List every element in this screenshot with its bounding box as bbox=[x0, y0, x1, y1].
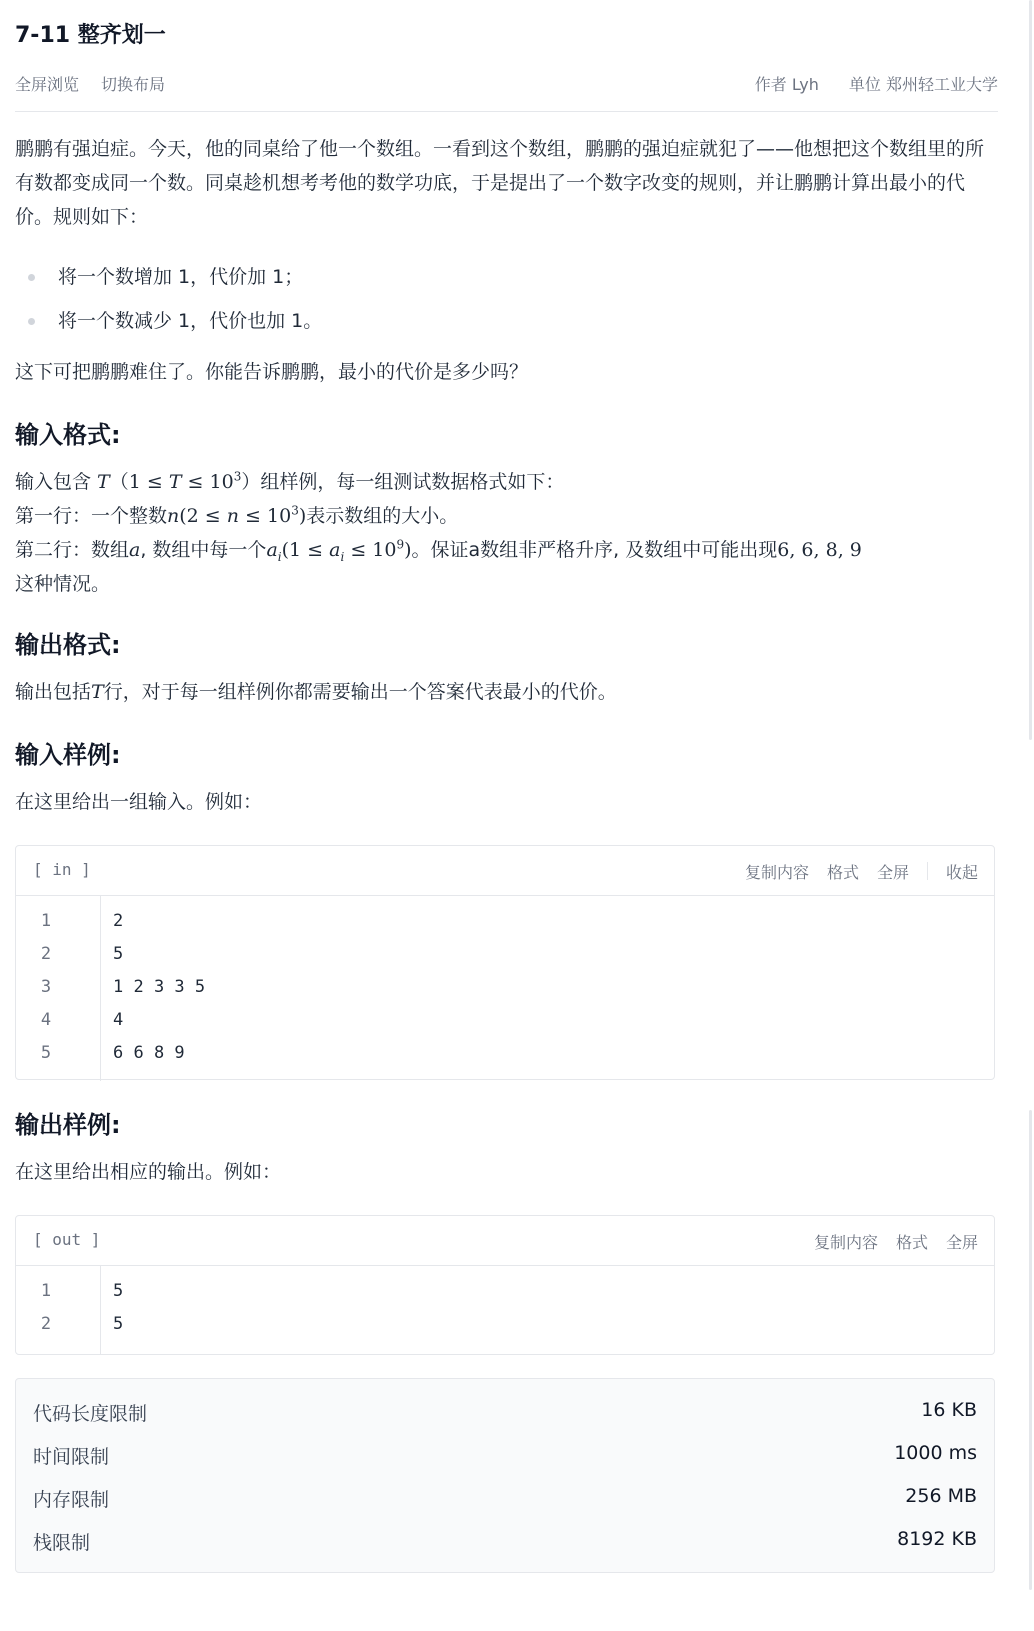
problem-toolbar bbox=[15, 72, 998, 112]
copy-content-button[interactable]: 复制内容 bbox=[744, 863, 809, 882]
problem-title: 7-11 整齐划一 bbox=[15, 23, 166, 48]
unit-info: 单位 郑州轻工业大学 bbox=[848, 75, 998, 94]
limits-panel bbox=[15, 1378, 995, 1573]
scrollbar-track[interactable] bbox=[1029, 0, 1032, 740]
switch-layout-link[interactable]: 切换布局 bbox=[101, 75, 166, 94]
code-line: 3 1 2 3 3 5 bbox=[40, 977, 206, 997]
code-line: 5 6 6 8 9 bbox=[40, 1043, 185, 1063]
format-button[interactable]: 格式 bbox=[895, 1233, 928, 1252]
code-line: 4 4 bbox=[40, 1010, 124, 1030]
rules-list bbox=[28, 255, 322, 343]
problem-question: 这下可把鹏鹏难住了。你能告诉鹏鹏，最小的代价是多少吗？ bbox=[15, 361, 529, 383]
limit-row: 代码长度限制 16 KB bbox=[33, 1399, 977, 1425]
fullscreen-button[interactable]: 全屏 bbox=[945, 1233, 978, 1252]
limit-row: 时间限制 1000 ms bbox=[33, 1442, 977, 1468]
sample-input-codebox bbox=[15, 845, 995, 1080]
scrollbar-track[interactable] bbox=[1029, 1110, 1032, 1590]
sample-output-codebox bbox=[15, 1215, 995, 1355]
input-format-body: 输入包含 $T(1 \le T \le 10^3)$组样例，每一组测试数据格式如下： 第一行：一个整数$n(2 \le n \le 10^3)$表示数组的大小。 第二行：数组a, 数组中每一个$a_i(1 \le a_i \le 10^9)$。保证a数组非严格升序, 及数组中可能出现6, 6, 8, 9 这种情况。 bbox=[15, 469, 862, 595]
collapse-button[interactable]: 收起 bbox=[945, 863, 978, 882]
copy-content-button[interactable]: 复制内容 bbox=[813, 1233, 878, 1252]
input-format-heading: 输入格式: bbox=[15, 421, 121, 449]
sample-input-heading: 输入样例: bbox=[15, 741, 121, 769]
fullscreen-button[interactable]: 全屏 bbox=[876, 863, 909, 882]
list-item: 将一个数增加 1，代价加 1； bbox=[28, 255, 322, 299]
output-format-heading: 输出格式: bbox=[15, 631, 121, 659]
sample-output-heading: 输出样例: bbox=[15, 1111, 121, 1139]
sample-output-tag: [ out ] bbox=[33, 1230, 101, 1249]
code-line: 2 5 bbox=[40, 1314, 124, 1334]
output-format-body: 输出包括T行，对于每一组样例你都需要输出一个答案代表最小的代价。 bbox=[15, 681, 617, 703]
divider bbox=[927, 862, 928, 880]
limit-row: 栈限制 8192 KB bbox=[33, 1528, 977, 1554]
limit-row: 内存限制 256 MB bbox=[33, 1485, 977, 1511]
code-line: 1 5 bbox=[40, 1281, 124, 1301]
format-button[interactable]: 格式 bbox=[826, 863, 859, 882]
sample-output-desc: 在这里给出相应的输出。例如： bbox=[15, 1161, 282, 1183]
sample-input-desc: 在这里给出一组输入。例如： bbox=[15, 791, 263, 813]
sample-input-tag: [ in ] bbox=[33, 860, 91, 879]
code-line: 2 5 bbox=[40, 944, 124, 964]
author-info: 作者 Lyh bbox=[754, 75, 819, 94]
fullscreen-view-link[interactable]: 全屏浏览 bbox=[15, 75, 80, 94]
code-line: 1 2 bbox=[40, 911, 124, 931]
list-item: 将一个数减少 1，代价也加 1。 bbox=[28, 299, 322, 343]
problem-intro: 鹏鹏有强迫症。今天，他的同桌给了他一个数组。一看到这个数组，鹏鹏的强迫症就犯了——他想把这个数组里的所有数都变成同一个数。同桌趁机想考考他的数学功底，于是提出了一个数字改变的规则，并让鹏鹏计算出最小的代价。规则如下： bbox=[15, 138, 985, 228]
